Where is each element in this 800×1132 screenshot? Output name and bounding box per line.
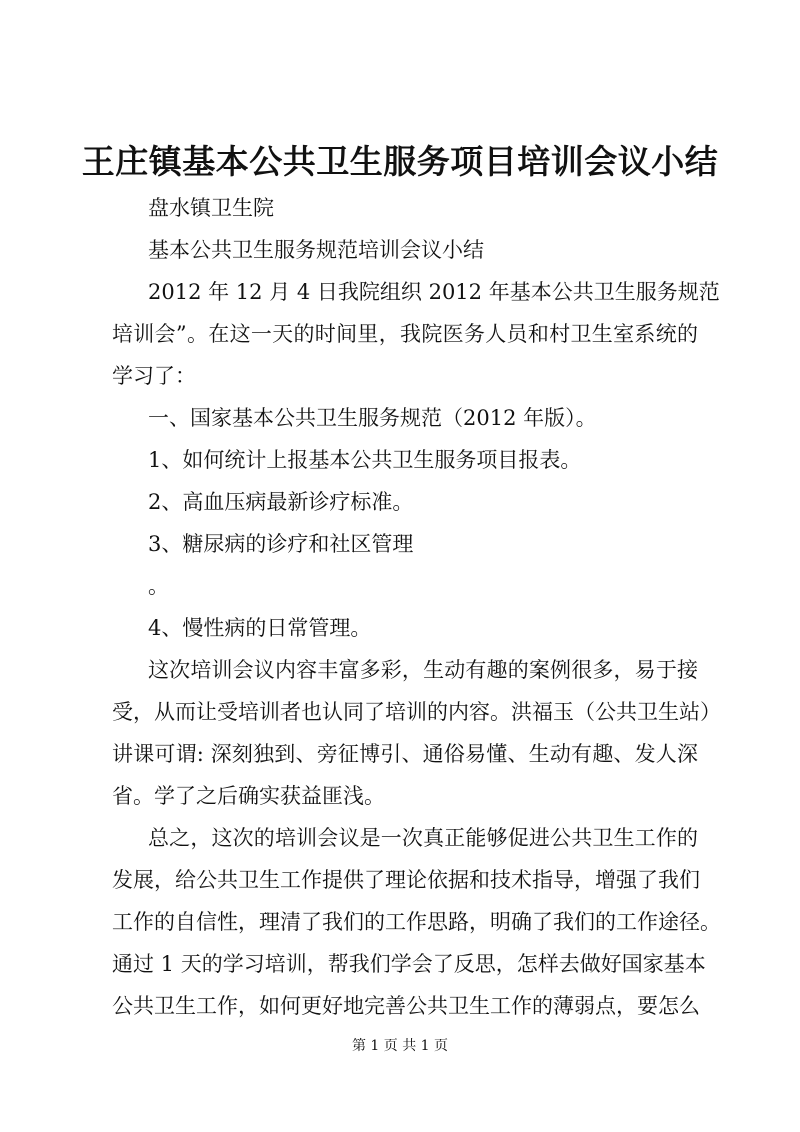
paragraph-line: 学习了： bbox=[112, 364, 196, 388]
paragraph-line-hospital: 盘水镇卫生院 bbox=[148, 196, 274, 220]
paragraph-line: 发展，给公共卫生工作提供了理论依据和技术指导，增强了我们 bbox=[112, 868, 700, 892]
paragraph-line: 省。学了之后确实获益匪浅。 bbox=[112, 784, 385, 808]
list-item: 1、如何统计上报基本公共卫生服务项目报表。 bbox=[148, 448, 582, 472]
paragraph-line: 工作的自信性，理清了我们的工作思路，明确了我们的工作途径。 bbox=[112, 910, 721, 934]
paragraph-line: 总之，这次的培训会议是一次真正能够促进公共卫生工作的 bbox=[148, 826, 698, 850]
list-item-heading: 一、国家基本公共卫生服务规范（2012 年版）。 bbox=[148, 406, 597, 430]
list-item: 4、慢性病的日常管理。 bbox=[148, 616, 372, 640]
paragraph-line: 讲课可谓: 深刻独到、旁征博引、通俗易懂、生动有趣、发人深 bbox=[112, 742, 698, 766]
paragraph-line: 这次培训会议内容丰富多彩，生动有趣的案例很多，易于接 bbox=[148, 658, 698, 682]
list-item-period: 。 bbox=[148, 574, 169, 598]
paragraph-line: 公共卫生工作，如何更好地完善公共卫生工作的薄弱点，要怎么 bbox=[112, 994, 700, 1018]
list-item: 3、糖尿病的诊疗和社区管理 bbox=[148, 532, 414, 556]
document-body bbox=[112, 187, 721, 1027]
list-item: 2、高血压病最新诊疗标准。 bbox=[148, 490, 414, 514]
document-title: 王庄镇基本公共卫生服务项目培训会议小结 bbox=[81, 142, 719, 181]
paragraph-line: 培训会”。在这一天的时间里，我院医务人员和村卫生室系统的 bbox=[112, 322, 698, 346]
page-footer: 第 1 页 共 1 页 bbox=[351, 1038, 449, 1054]
paragraph-line: 通过 1 天的学习培训，帮我们学会了反思，怎样去做好国家基本 bbox=[112, 952, 706, 976]
paragraph-line-subtitle: 基本公共卫生服务规范培训会议小结 bbox=[148, 238, 484, 262]
paragraph-line: 2012 年 12 月 4 日我院组织 2012 年基本公共卫生服务规范 bbox=[148, 280, 720, 304]
paragraph-line: 受，从而让受培训者也认同了培训的内容。洪福玉（公共卫生站） bbox=[112, 700, 721, 724]
